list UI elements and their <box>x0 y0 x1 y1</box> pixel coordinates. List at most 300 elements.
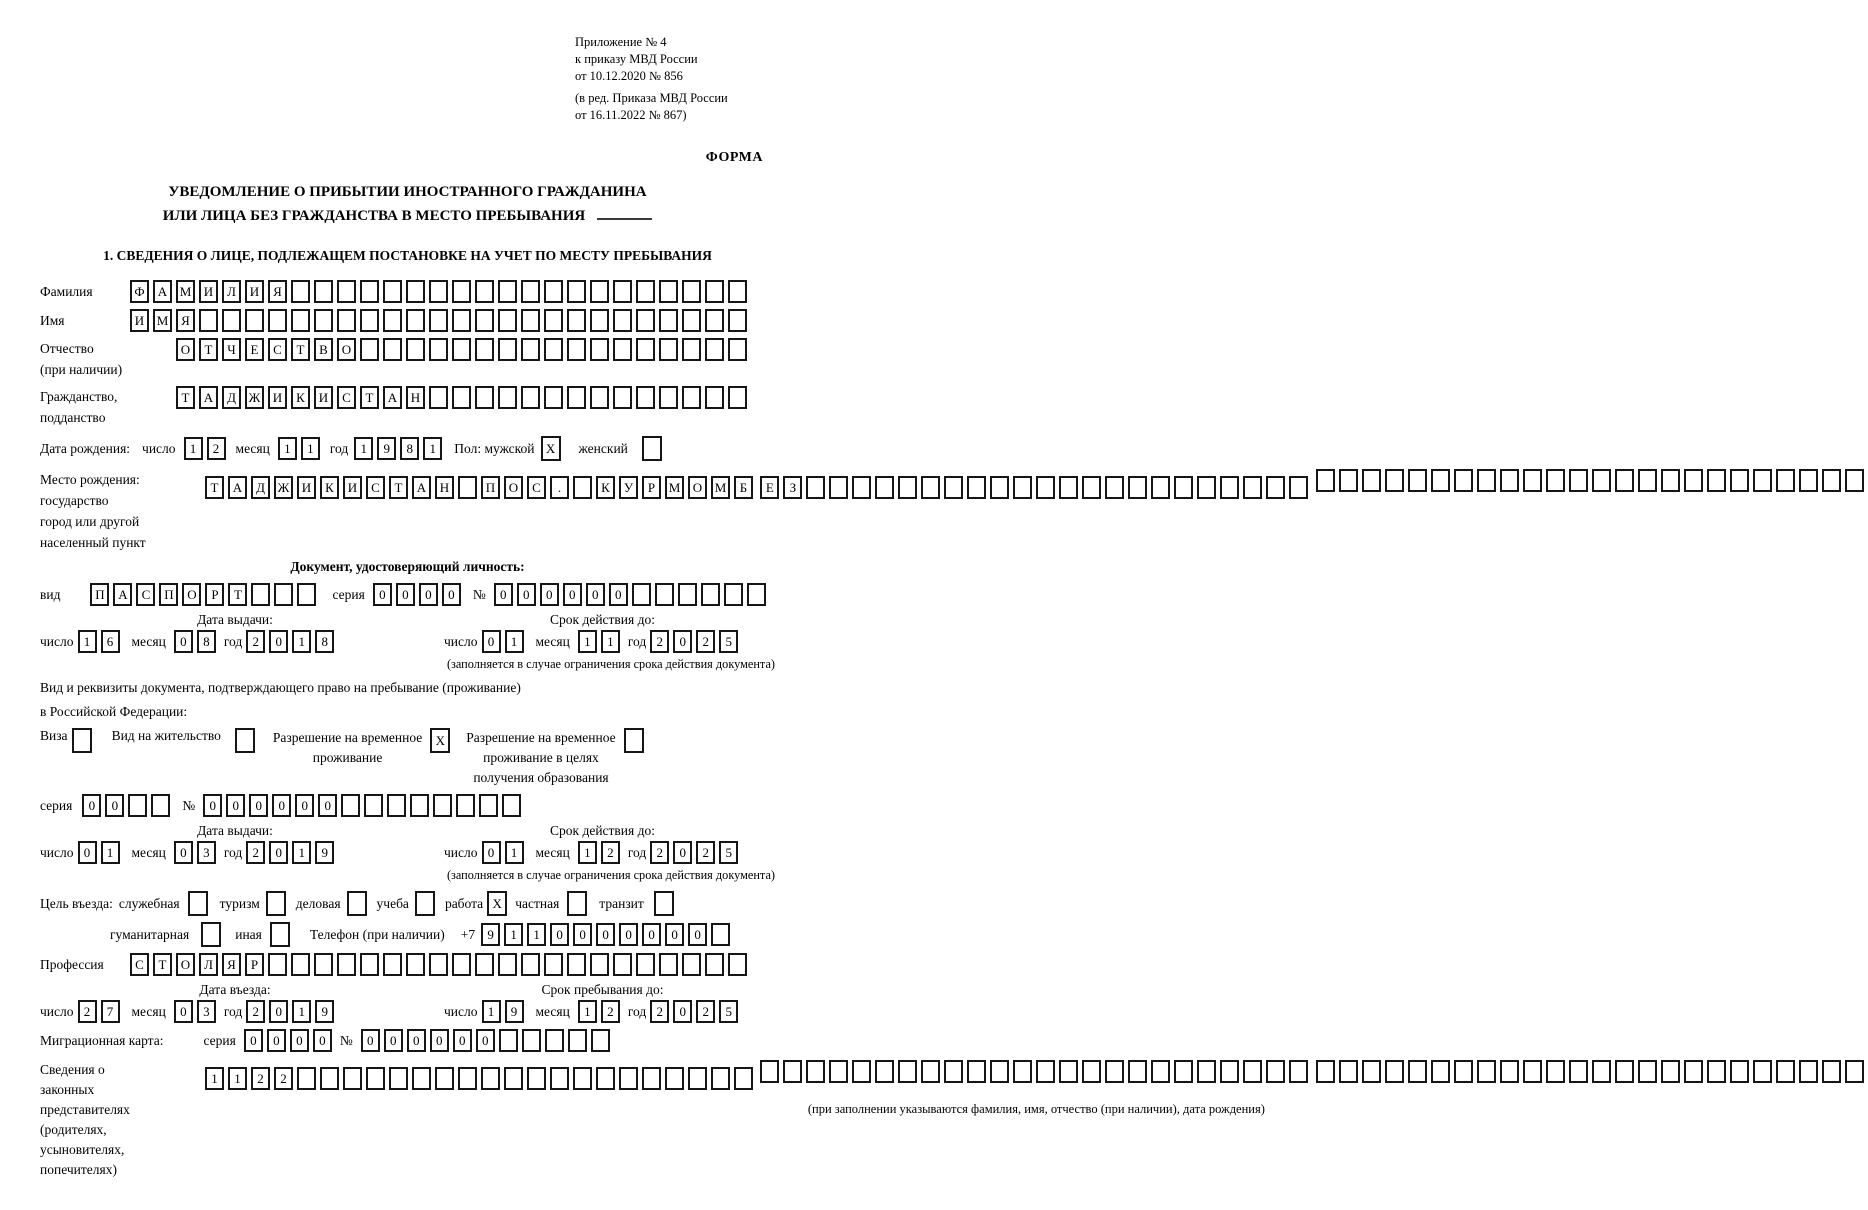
char-cell[interactable] <box>568 1029 587 1052</box>
char-cell[interactable] <box>475 953 494 976</box>
char-cell[interactable]: Н <box>435 476 454 499</box>
char-cell[interactable]: 2 <box>78 1000 97 1023</box>
char-cell[interactable]: У <box>619 476 638 499</box>
char-cell[interactable] <box>544 280 563 303</box>
char-cell[interactable]: 2 <box>246 1000 265 1023</box>
char-cell[interactable] <box>728 386 747 409</box>
char-cell[interactable]: О <box>688 476 707 499</box>
char-cell[interactable] <box>682 309 701 332</box>
char-cell[interactable]: 0 <box>244 1029 263 1052</box>
char-cell[interactable] <box>251 583 270 606</box>
char-cell[interactable] <box>1845 1060 1864 1083</box>
char-cell[interactable] <box>944 1060 963 1083</box>
char-cell[interactable] <box>1266 476 1285 499</box>
char-cell[interactable] <box>1151 1060 1170 1083</box>
char-cell[interactable] <box>544 386 563 409</box>
char-cell[interactable] <box>1500 469 1519 492</box>
char-cell[interactable]: 2 <box>274 1067 293 1090</box>
char-cell[interactable] <box>433 794 452 817</box>
char-cell[interactable] <box>429 953 448 976</box>
char-cell[interactable] <box>1477 1060 1496 1083</box>
char-cell[interactable] <box>1316 1060 1335 1083</box>
char-cell[interactable] <box>1615 1060 1634 1083</box>
char-cell[interactable] <box>1013 476 1032 499</box>
char-cell[interactable] <box>406 338 425 361</box>
char-cell[interactable] <box>591 1029 610 1052</box>
char-cell[interactable] <box>521 280 540 303</box>
char-cell[interactable]: 0 <box>82 794 101 817</box>
char-cell[interactable]: 1 <box>278 437 297 460</box>
char-cell[interactable]: 1 <box>505 630 524 653</box>
char-cell[interactable]: 0 <box>482 630 501 653</box>
char-cell[interactable]: 0 <box>476 1029 495 1052</box>
char-cell[interactable] <box>1477 469 1496 492</box>
char-cell[interactable]: 0 <box>174 841 193 864</box>
char-cell[interactable] <box>1013 1060 1032 1083</box>
char-cell[interactable] <box>1036 1060 1055 1083</box>
char-cell[interactable] <box>655 583 674 606</box>
char-cell[interactable] <box>1592 469 1611 492</box>
char-cell[interactable] <box>1500 1060 1519 1083</box>
char-cell[interactable] <box>291 953 310 976</box>
char-cell[interactable]: П <box>481 476 500 499</box>
char-cell[interactable]: 1 <box>578 841 597 864</box>
char-cell[interactable]: Я <box>268 280 287 303</box>
char-cell[interactable] <box>1753 469 1772 492</box>
char-cell[interactable]: К <box>320 476 339 499</box>
char-cell[interactable]: С <box>527 476 546 499</box>
char-cell[interactable] <box>711 923 730 946</box>
char-cell[interactable]: Т <box>153 953 172 976</box>
char-cell[interactable] <box>406 309 425 332</box>
char-cell[interactable] <box>688 1067 707 1090</box>
char-cell[interactable]: И <box>297 476 316 499</box>
char-cell[interactable]: 0 <box>642 923 661 946</box>
char-cell[interactable] <box>642 1067 661 1090</box>
char-cell[interactable] <box>364 794 383 817</box>
char-cell[interactable]: 0 <box>361 1029 380 1052</box>
char-cell[interactable] <box>1822 469 1841 492</box>
char-cell[interactable] <box>521 338 540 361</box>
char-cell[interactable] <box>245 309 264 332</box>
char-cell[interactable]: X <box>541 436 561 461</box>
char-cell[interactable] <box>360 309 379 332</box>
char-cell[interactable] <box>682 280 701 303</box>
char-cell[interactable] <box>458 1067 477 1090</box>
char-cell[interactable] <box>343 1067 362 1090</box>
char-cell[interactable] <box>366 1067 385 1090</box>
char-cell[interactable] <box>944 476 963 499</box>
char-cell[interactable] <box>567 338 586 361</box>
char-cell[interactable]: О <box>504 476 523 499</box>
char-cell[interactable] <box>567 386 586 409</box>
char-cell[interactable] <box>659 386 678 409</box>
char-cell[interactable]: 0 <box>318 794 337 817</box>
char-cell[interactable] <box>1661 1060 1680 1083</box>
char-cell[interactable] <box>728 280 747 303</box>
char-cell[interactable]: 1 <box>205 1067 224 1090</box>
char-cell[interactable]: Р <box>245 953 264 976</box>
char-cell[interactable]: И <box>343 476 362 499</box>
char-cell[interactable] <box>502 794 521 817</box>
char-cell[interactable]: Е <box>760 476 779 499</box>
char-cell[interactable]: Л <box>222 280 241 303</box>
char-cell[interactable] <box>921 476 940 499</box>
char-cell[interactable] <box>1339 469 1358 492</box>
char-cell[interactable] <box>728 953 747 976</box>
char-cell[interactable] <box>452 309 471 332</box>
char-cell[interactable] <box>360 338 379 361</box>
char-cell[interactable] <box>498 338 517 361</box>
char-cell[interactable]: 0 <box>269 841 288 864</box>
char-cell[interactable] <box>1431 1060 1450 1083</box>
char-cell[interactable] <box>297 1067 316 1090</box>
char-cell[interactable] <box>1266 1060 1285 1083</box>
char-cell[interactable] <box>1730 1060 1749 1083</box>
char-cell[interactable]: Т <box>389 476 408 499</box>
char-cell[interactable]: 9 <box>315 1000 334 1023</box>
char-cell[interactable]: 0 <box>226 794 245 817</box>
char-cell[interactable]: Т <box>291 338 310 361</box>
char-cell[interactable] <box>1684 1060 1703 1083</box>
char-cell[interactable] <box>659 280 678 303</box>
char-cell[interactable] <box>1776 1060 1795 1083</box>
char-cell[interactable]: 1 <box>292 630 311 653</box>
char-cell[interactable]: А <box>228 476 247 499</box>
char-cell[interactable]: Т <box>176 386 195 409</box>
char-cell[interactable]: 9 <box>481 923 500 946</box>
char-cell[interactable] <box>613 386 632 409</box>
char-cell[interactable]: 0 <box>550 923 569 946</box>
char-cell[interactable] <box>291 309 310 332</box>
char-cell[interactable] <box>636 953 655 976</box>
char-cell[interactable]: 0 <box>269 1000 288 1023</box>
char-cell[interactable] <box>458 476 477 499</box>
char-cell[interactable] <box>1197 476 1216 499</box>
char-cell[interactable]: Я <box>176 309 195 332</box>
char-cell[interactable] <box>590 953 609 976</box>
char-cell[interactable] <box>1707 469 1726 492</box>
char-cell[interactable] <box>550 1067 569 1090</box>
char-cell[interactable]: О <box>337 338 356 361</box>
char-cell[interactable] <box>1661 469 1680 492</box>
char-cell[interactable] <box>1615 469 1634 492</box>
char-cell[interactable] <box>522 1029 541 1052</box>
char-cell[interactable] <box>1220 1060 1239 1083</box>
char-cell[interactable]: 1 <box>292 841 311 864</box>
char-cell[interactable]: 6 <box>101 630 120 653</box>
char-cell[interactable] <box>452 338 471 361</box>
char-cell[interactable]: 1 <box>423 437 442 460</box>
char-cell[interactable] <box>1684 469 1703 492</box>
char-cell[interactable] <box>1799 1060 1818 1083</box>
char-cell[interactable] <box>1523 469 1542 492</box>
char-cell[interactable] <box>1243 1060 1262 1083</box>
char-cell[interactable] <box>1569 469 1588 492</box>
char-cell[interactable]: А <box>199 386 218 409</box>
char-cell[interactable] <box>567 953 586 976</box>
char-cell[interactable] <box>1339 1060 1358 1083</box>
char-cell[interactable] <box>383 953 402 976</box>
char-cell[interactable] <box>544 309 563 332</box>
char-cell[interactable] <box>389 1067 408 1090</box>
char-cell[interactable] <box>347 891 367 916</box>
char-cell[interactable] <box>1128 476 1147 499</box>
char-cell[interactable]: 2 <box>696 630 715 653</box>
char-cell[interactable] <box>314 309 333 332</box>
char-cell[interactable] <box>990 476 1009 499</box>
char-cell[interactable]: 1 <box>504 923 523 946</box>
char-cell[interactable]: И <box>130 309 149 332</box>
char-cell[interactable] <box>521 309 540 332</box>
char-cell[interactable]: 0 <box>673 1000 692 1023</box>
char-cell[interactable] <box>829 476 848 499</box>
char-cell[interactable] <box>1036 476 1055 499</box>
char-cell[interactable]: И <box>314 386 333 409</box>
char-cell[interactable]: З <box>783 476 802 499</box>
char-cell[interactable]: . <box>550 476 569 499</box>
char-cell[interactable] <box>1220 476 1239 499</box>
char-cell[interactable]: 1 <box>228 1067 247 1090</box>
char-cell[interactable]: 0 <box>517 583 536 606</box>
char-cell[interactable] <box>199 309 218 332</box>
char-cell[interactable]: 5 <box>719 630 738 653</box>
char-cell[interactable]: 2 <box>696 841 715 864</box>
char-cell[interactable] <box>596 1067 615 1090</box>
char-cell[interactable]: 0 <box>619 923 638 946</box>
char-cell[interactable] <box>360 280 379 303</box>
char-cell[interactable] <box>829 1060 848 1083</box>
char-cell[interactable] <box>567 280 586 303</box>
char-cell[interactable]: С <box>366 476 385 499</box>
char-cell[interactable] <box>642 436 662 461</box>
char-cell[interactable] <box>573 476 592 499</box>
char-cell[interactable]: 1 <box>292 1000 311 1023</box>
char-cell[interactable] <box>705 386 724 409</box>
char-cell[interactable]: 1 <box>301 437 320 460</box>
char-cell[interactable]: 1 <box>101 841 120 864</box>
char-cell[interactable]: 0 <box>373 583 392 606</box>
char-cell[interactable] <box>1174 1060 1193 1083</box>
char-cell[interactable] <box>544 338 563 361</box>
char-cell[interactable]: 0 <box>384 1029 403 1052</box>
char-cell[interactable]: Я <box>222 953 241 976</box>
char-cell[interactable] <box>266 891 286 916</box>
char-cell[interactable]: 0 <box>313 1029 332 1052</box>
char-cell[interactable] <box>724 583 743 606</box>
char-cell[interactable] <box>967 1060 986 1083</box>
char-cell[interactable]: 2 <box>650 841 669 864</box>
char-cell[interactable] <box>1105 476 1124 499</box>
char-cell[interactable]: 0 <box>586 583 605 606</box>
char-cell[interactable] <box>1454 469 1473 492</box>
char-cell[interactable] <box>475 309 494 332</box>
char-cell[interactable] <box>705 953 724 976</box>
char-cell[interactable]: М <box>665 476 684 499</box>
char-cell[interactable] <box>665 1067 684 1090</box>
char-cell[interactable] <box>1289 1060 1308 1083</box>
char-cell[interactable]: 9 <box>315 841 334 864</box>
char-cell[interactable]: 9 <box>505 1000 524 1023</box>
char-cell[interactable] <box>1638 1060 1657 1083</box>
char-cell[interactable] <box>1822 1060 1841 1083</box>
char-cell[interactable] <box>429 309 448 332</box>
char-cell[interactable] <box>636 309 655 332</box>
char-cell[interactable]: 0 <box>665 923 684 946</box>
char-cell[interactable] <box>1638 469 1657 492</box>
char-cell[interactable] <box>291 280 310 303</box>
char-cell[interactable] <box>1730 469 1749 492</box>
char-cell[interactable] <box>452 386 471 409</box>
char-cell[interactable] <box>128 794 147 817</box>
char-cell[interactable]: 1 <box>601 630 620 653</box>
char-cell[interactable]: 0 <box>203 794 222 817</box>
char-cell[interactable]: 1 <box>505 841 524 864</box>
char-cell[interactable] <box>1362 469 1381 492</box>
char-cell[interactable] <box>852 476 871 499</box>
char-cell[interactable]: 0 <box>419 583 438 606</box>
char-cell[interactable] <box>1431 469 1450 492</box>
char-cell[interactable] <box>498 280 517 303</box>
char-cell[interactable]: 1 <box>578 1000 597 1023</box>
char-cell[interactable] <box>678 583 697 606</box>
char-cell[interactable] <box>521 953 540 976</box>
char-cell[interactable]: 0 <box>673 841 692 864</box>
char-cell[interactable]: А <box>383 386 402 409</box>
char-cell[interactable]: 1 <box>527 923 546 946</box>
char-cell[interactable] <box>527 1067 546 1090</box>
char-cell[interactable]: И <box>199 280 218 303</box>
char-cell[interactable] <box>475 338 494 361</box>
char-cell[interactable] <box>806 1060 825 1083</box>
char-cell[interactable] <box>429 280 448 303</box>
char-cell[interactable] <box>590 338 609 361</box>
char-cell[interactable] <box>545 1029 564 1052</box>
char-cell[interactable] <box>590 386 609 409</box>
char-cell[interactable]: 0 <box>105 794 124 817</box>
char-cell[interactable]: В <box>314 338 333 361</box>
char-cell[interactable]: 0 <box>174 1000 193 1023</box>
char-cell[interactable] <box>383 338 402 361</box>
char-cell[interactable] <box>268 953 287 976</box>
char-cell[interactable] <box>590 309 609 332</box>
char-cell[interactable] <box>636 338 655 361</box>
char-cell[interactable]: 0 <box>563 583 582 606</box>
char-cell[interactable]: 1 <box>78 630 97 653</box>
char-cell[interactable] <box>1592 1060 1611 1083</box>
char-cell[interactable] <box>1174 476 1193 499</box>
char-cell[interactable] <box>337 953 356 976</box>
char-cell[interactable] <box>1128 1060 1147 1083</box>
char-cell[interactable] <box>387 794 406 817</box>
char-cell[interactable]: М <box>711 476 730 499</box>
char-cell[interactable]: 2 <box>650 1000 669 1023</box>
char-cell[interactable] <box>274 583 293 606</box>
char-cell[interactable] <box>475 280 494 303</box>
char-cell[interactable] <box>1362 1060 1381 1083</box>
char-cell[interactable] <box>504 1067 523 1090</box>
char-cell[interactable]: Н <box>406 386 425 409</box>
char-cell[interactable]: 0 <box>290 1029 309 1052</box>
char-cell[interactable]: 2 <box>601 841 620 864</box>
char-cell[interactable] <box>452 280 471 303</box>
char-cell[interactable] <box>188 891 208 916</box>
char-cell[interactable]: 0 <box>596 923 615 946</box>
char-cell[interactable]: Т <box>360 386 379 409</box>
char-cell[interactable]: А <box>412 476 431 499</box>
char-cell[interactable] <box>320 1067 339 1090</box>
char-cell[interactable] <box>1753 1060 1772 1083</box>
char-cell[interactable] <box>1569 1060 1588 1083</box>
char-cell[interactable]: 1 <box>184 437 203 460</box>
char-cell[interactable] <box>734 1067 753 1090</box>
char-cell[interactable]: 0 <box>494 583 513 606</box>
char-cell[interactable]: 2 <box>650 630 669 653</box>
char-cell[interactable]: Л <box>199 953 218 976</box>
char-cell[interactable]: Р <box>642 476 661 499</box>
char-cell[interactable] <box>481 1067 500 1090</box>
char-cell[interactable] <box>475 386 494 409</box>
char-cell[interactable]: 5 <box>719 841 738 864</box>
char-cell[interactable]: Д <box>222 386 241 409</box>
char-cell[interactable]: 0 <box>482 841 501 864</box>
char-cell[interactable] <box>415 891 435 916</box>
char-cell[interactable] <box>1316 469 1335 492</box>
char-cell[interactable] <box>619 1067 638 1090</box>
char-cell[interactable]: О <box>176 953 195 976</box>
char-cell[interactable] <box>1799 469 1818 492</box>
char-cell[interactable] <box>682 386 701 409</box>
char-cell[interactable] <box>1197 1060 1216 1083</box>
char-cell[interactable]: 1 <box>354 437 373 460</box>
char-cell[interactable] <box>479 794 498 817</box>
char-cell[interactable] <box>613 953 632 976</box>
char-cell[interactable] <box>613 280 632 303</box>
char-cell[interactable]: К <box>596 476 615 499</box>
char-cell[interactable]: 0 <box>295 794 314 817</box>
char-cell[interactable]: Ч <box>222 338 241 361</box>
char-cell[interactable] <box>341 794 360 817</box>
char-cell[interactable]: Ж <box>274 476 293 499</box>
char-cell[interactable] <box>452 953 471 976</box>
char-cell[interactable] <box>383 280 402 303</box>
char-cell[interactable] <box>659 953 678 976</box>
char-cell[interactable]: X <box>487 891 507 916</box>
char-cell[interactable] <box>337 280 356 303</box>
char-cell[interactable]: П <box>90 583 109 606</box>
char-cell[interactable] <box>1059 1060 1078 1083</box>
char-cell[interactable]: 0 <box>267 1029 286 1052</box>
char-cell[interactable] <box>636 386 655 409</box>
char-cell[interactable] <box>498 953 517 976</box>
char-cell[interactable]: 2 <box>601 1000 620 1023</box>
char-cell[interactable] <box>429 338 448 361</box>
char-cell[interactable]: А <box>153 280 172 303</box>
char-cell[interactable] <box>705 280 724 303</box>
char-cell[interactable]: 0 <box>573 923 592 946</box>
char-cell[interactable]: 0 <box>540 583 559 606</box>
char-cell[interactable] <box>1105 1060 1124 1083</box>
char-cell[interactable] <box>705 338 724 361</box>
char-cell[interactable] <box>682 953 701 976</box>
char-cell[interactable]: 2 <box>246 630 265 653</box>
char-cell[interactable]: С <box>136 583 155 606</box>
char-cell[interactable] <box>456 794 475 817</box>
char-cell[interactable] <box>682 338 701 361</box>
char-cell[interactable]: 8 <box>197 630 216 653</box>
char-cell[interactable] <box>1546 469 1565 492</box>
char-cell[interactable] <box>632 583 651 606</box>
